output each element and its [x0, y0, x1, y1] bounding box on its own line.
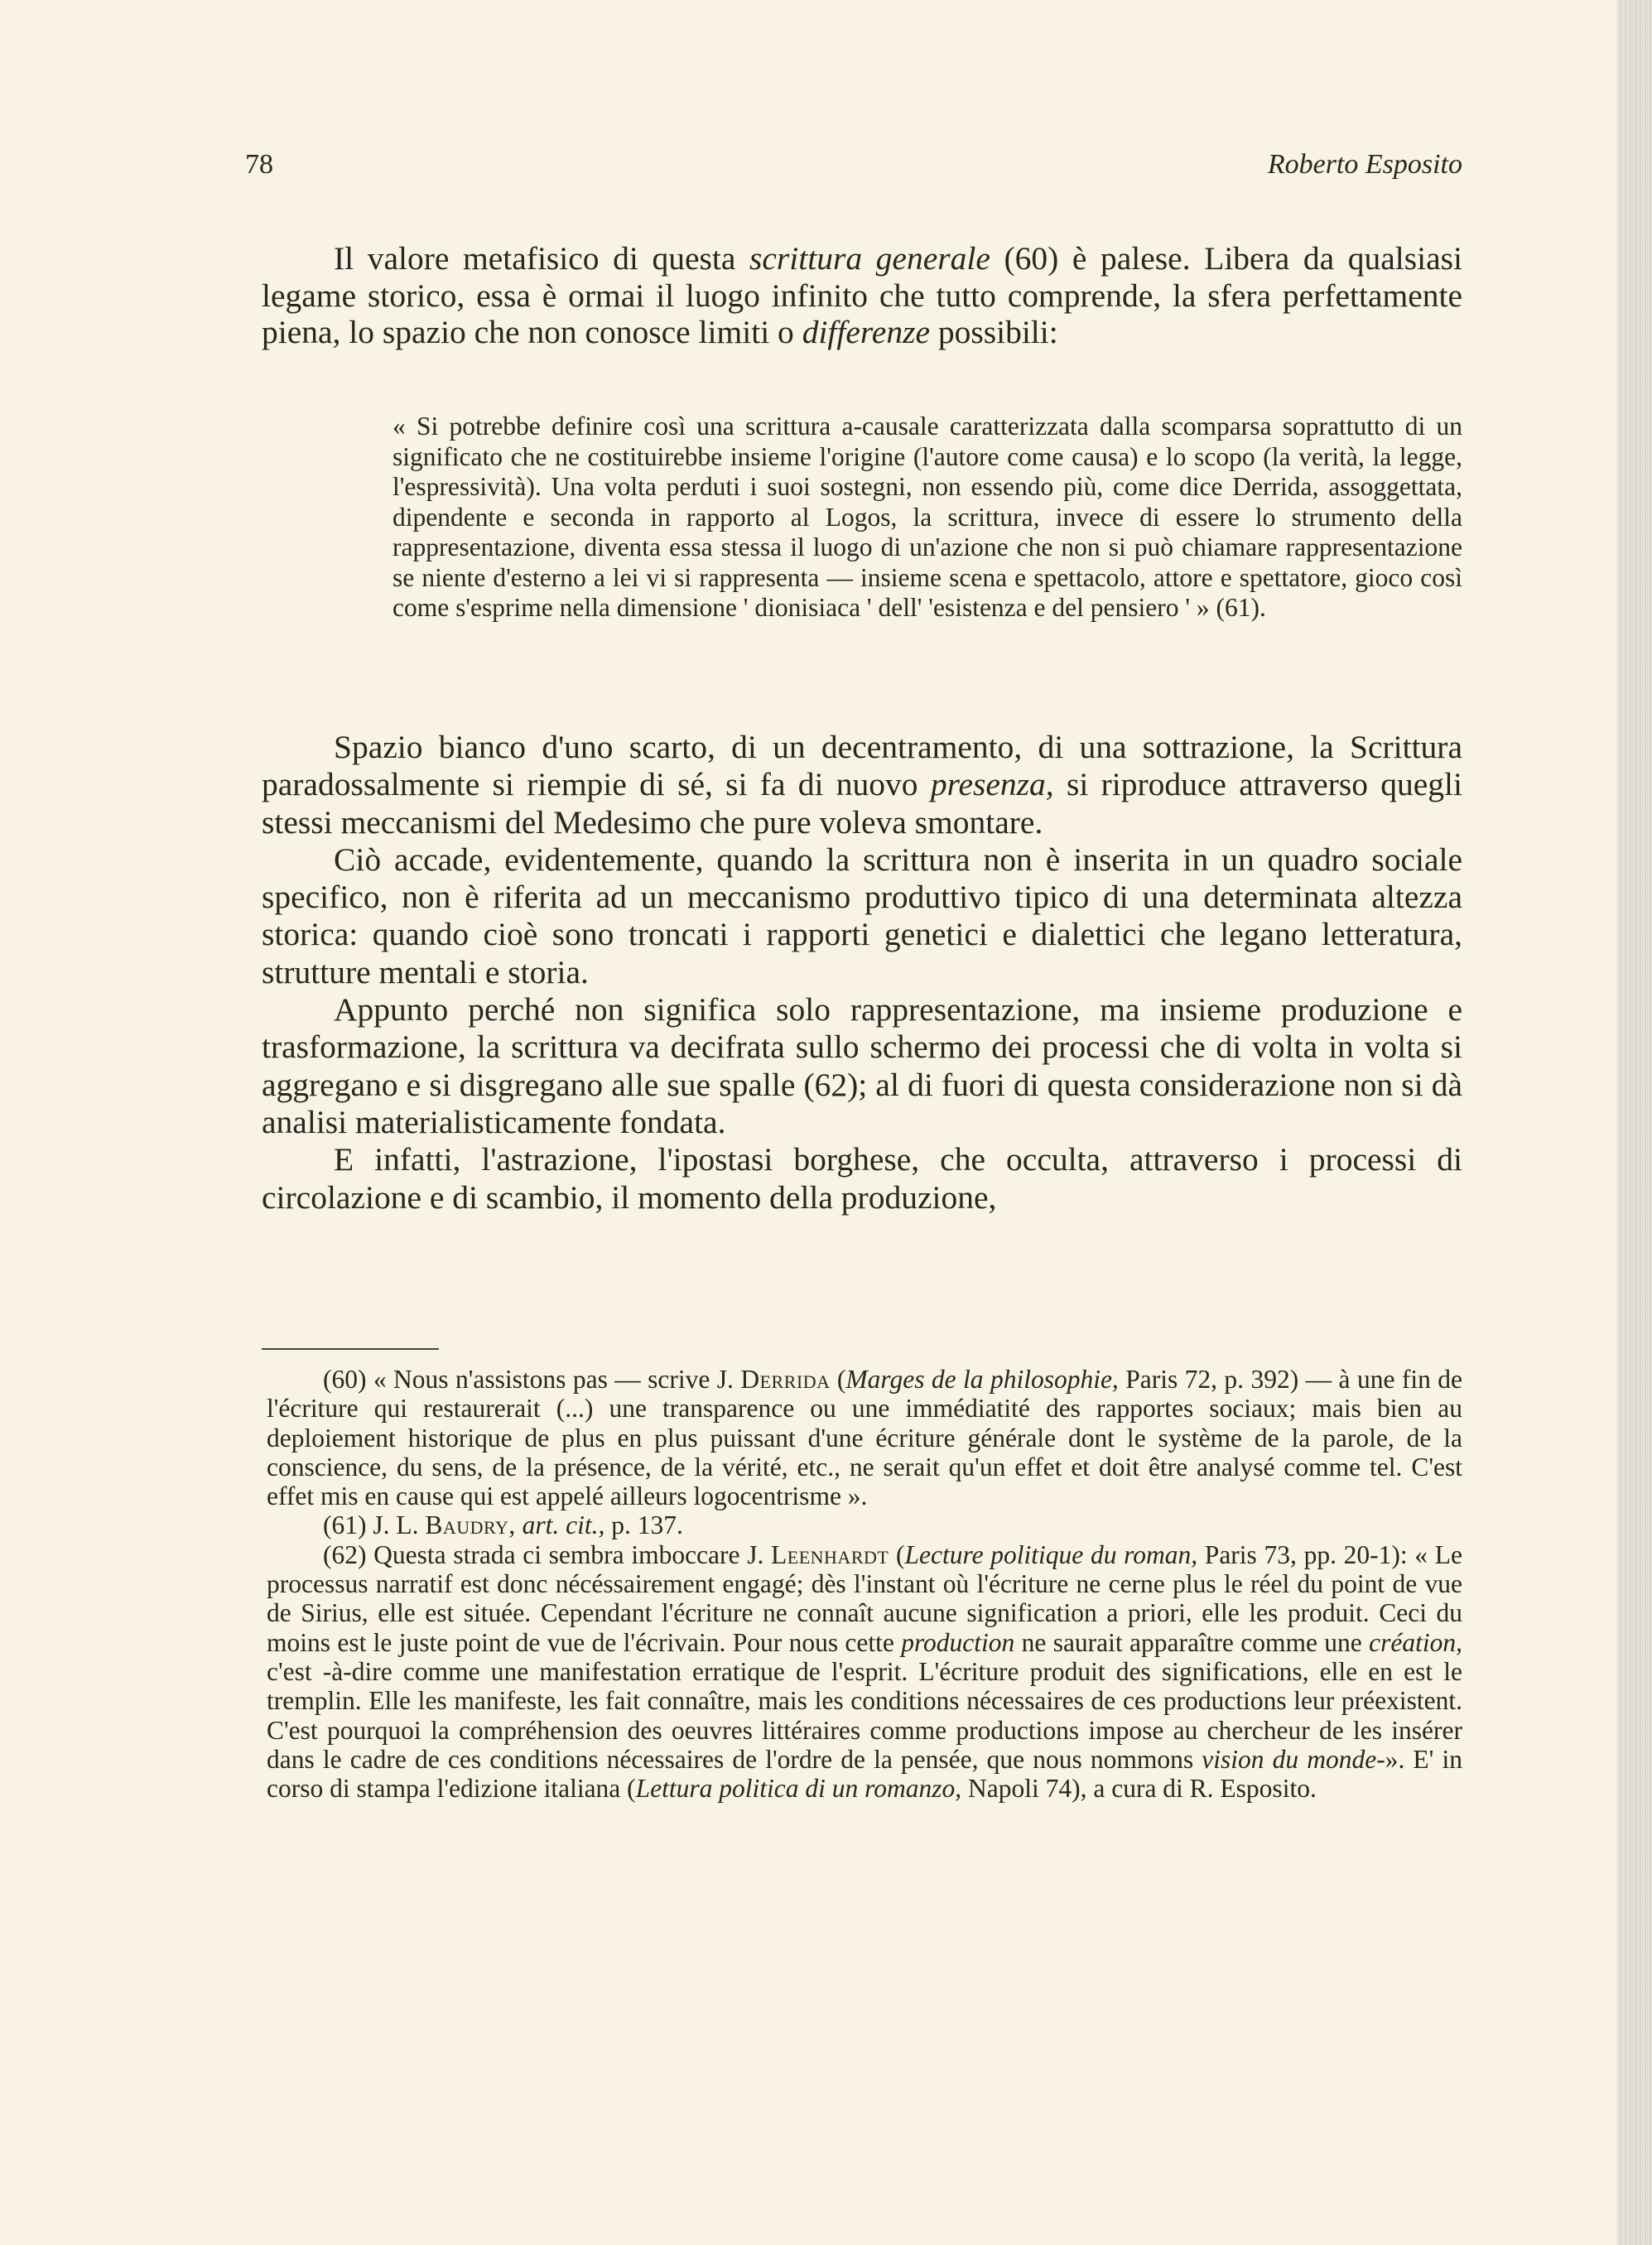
footnote-60 — [267, 1365, 1462, 1510]
citation-abbrev: art. cit., — [522, 1510, 605, 1540]
paragraph-2 — [262, 729, 1462, 841]
footnote-61 — [267, 1510, 1462, 1539]
page-edge-binding — [1617, 0, 1652, 2245]
running-header — [245, 149, 1462, 181]
block-quote — [393, 412, 1462, 624]
text-run: Paris 73, pp. 20-1): « Le processus narratif est donc nécéssairement engagé; dès l'instant où l'écriture ne cerne plus le réel du point de vue de Sirius, elle est située. Cependant l'écriture ne connaît aucune signification a priori, elle les produit. Ceci du moins est le juste point de vue de l'écrivain. Pour nous cette — [267, 1539, 1462, 1657]
emphasis: vision du monde — [1202, 1744, 1377, 1774]
main-body — [262, 729, 1462, 1216]
footnotes — [267, 1365, 1462, 1803]
text-run: ( — [830, 1365, 846, 1394]
running-head-author: Roberto Esposito — [1267, 149, 1462, 180]
paragraph-4: Appunto perché non significa solo rappresentazione, ma insieme produzione e trasformazione, la scrittura va decifrata sullo schermo dei processi che di volta in volta si aggregano e si disgregano alle sue spalle (62); al di fuori di questa considerazione non si dà analisi materialisticamente fondata. — [262, 991, 1462, 1140]
author-name: Baudry, — [425, 1510, 516, 1540]
text-run: Napoli 74), a cura di R. Esposito. — [961, 1774, 1317, 1804]
footnote-62 — [267, 1540, 1462, 1804]
paragraph-3: Ciò accade, evidentemente, quando la scrittura non è inserita in un quadro sociale specifico, non è riferita ad un meccanismo produttivo tipico di una determinata altezza storica: quando cioè sono troncati i rapporti genetici e dialettici che legano letteratura, strutture mentali e storia. — [262, 841, 1462, 990]
author-name: Leenhardt — [771, 1539, 889, 1569]
emphasis: production — [901, 1627, 1015, 1657]
text-run: -». E' in corso di stampa l'edizione italiana ( — [267, 1744, 1462, 1804]
text-run: possibili: — [929, 314, 1058, 351]
emphasis: scrittura generale — [749, 240, 990, 277]
text-run: (62) Questa strada ci sembra imboccare J. — [323, 1539, 772, 1569]
text-run: ne saurait apparaître comme une — [1014, 1627, 1370, 1657]
quote-text: « Si potrebbe definire così una scrittura a-causale caratterizzata dalla scomparsa soprattutto di un significato che ne costituirebbe insieme l'origine (l'autore come causa) e lo scopo (la verità, la legge, l'espressività). Una volta perduti i suoi sostegni, non essendo più, come dice Derrida, assoggettata, dipendente e seconda in rapporto al Logos, la scrittura, invece di essere lo strumento della rappresentazione, diventa essa stessa il luogo di un'azione che non si può chiamare rappresentazione se niente d'esterno a lei vi si rappresenta — insieme scena e spettacolo, attore e spettatore, gioco così come s'esprime nella dimensione ' dionisiaca ' dell' 'esistenza e del pensiero ' » (61). — [393, 412, 1462, 622]
footnote-divider — [262, 1348, 439, 1350]
text-run: Il valore metafisico di questa — [334, 240, 749, 277]
text-run: Paris 72, p. 392) — à une fin de l'écriture qui restaurerait (...) une transparence ou une immédiatité des rapportes sociaux; mais bien au deploiement historique de plus en plus puissant d'une écriture générale dont le système de la parole, de la conscience, du sens, de la présence, de la vérité, etc., ne serait qu'un effet et doit être analysé comme tel. C'est effet mis en cause qui est appelé ailleurs logocentrisme ». — [267, 1365, 1462, 1511]
text-run — [516, 1510, 523, 1539]
emphasis: presenza, — [930, 766, 1054, 803]
emphasis: differenze — [802, 314, 930, 351]
text-run: Spazio bianco d'uno scarto, di un decentramento, di una sottrazione, la Scrittura paradossalmente si riempie di sé, si fa di nuovo — [262, 729, 1462, 803]
paragraph-5: E infatti, l'astrazione, l'ipostasi borghese, che occulta, attraverso i processi di circolazione e di scambio, il momento della produzione, — [262, 1141, 1462, 1216]
text-run: p. 137. — [604, 1510, 683, 1540]
text-run: si riproduce attraverso quegli stessi meccanismi del Medesimo che pure voleva smontare. — [262, 766, 1462, 841]
text-run: c'est -à-dire comme une manifestation erratique de l'esprit. L'écriture produit des significations, elle en est le tremplin. Elle les manifeste, les fait connaître, mais les conditions nécessaires de ces productions leur préexistent. C'est pourquoi la compréhension des oeuvres littéraires comme productions impose au chercheur de les insérer dans le cadre de ces conditions nécessaires de l'ordre de la pensée, que nous nommons — [267, 1656, 1462, 1774]
text-run: ( — [889, 1539, 905, 1569]
emphasis: création, — [1369, 1627, 1462, 1657]
text-run: (60) « Nous n'assistons pas — scrive J. — [323, 1365, 741, 1394]
book-title: Marges de la philosophie, — [845, 1365, 1119, 1394]
book-title: Lecture politique du roman, — [904, 1539, 1198, 1569]
author-name: Derrida — [740, 1365, 831, 1394]
text-run: (60) è palese. Libera da qualsiasi legame storico, essa è ormai il luogo infinito che tutto comprende, la sfera perfettamente piena, lo spazio che non conosce limiti o — [262, 240, 1462, 351]
book-title: Lettura politica di un romanzo, — [635, 1774, 962, 1804]
paragraph-1 — [262, 240, 1462, 351]
text-run: (61) J. L. — [323, 1510, 426, 1540]
page-number: 78 — [245, 149, 273, 180]
